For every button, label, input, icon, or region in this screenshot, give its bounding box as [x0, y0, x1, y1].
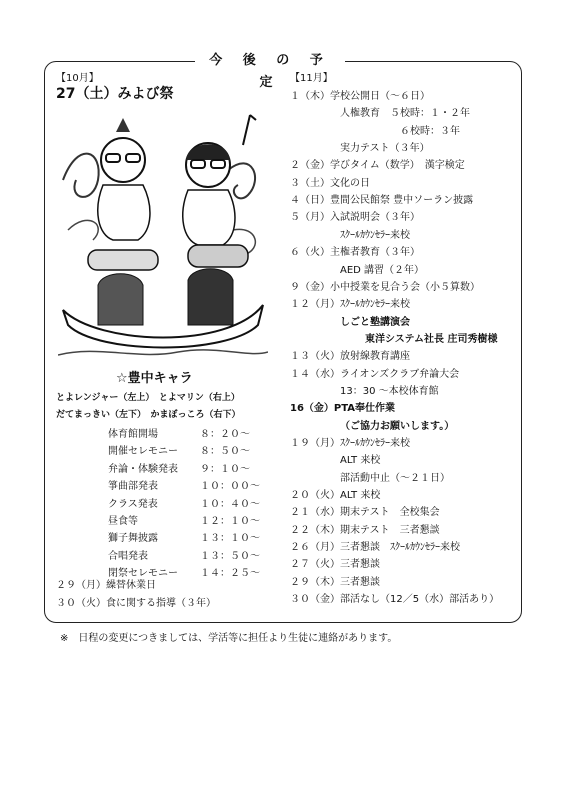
november-line: ２２（木）期末テスト 三者懇談	[290, 524, 440, 536]
program-item-time: ８：５０～	[200, 446, 250, 458]
november-line: １２（月）ｽｸｰﾙｶｳﾝｾﾗｰ来校	[290, 299, 410, 311]
program-item-time: １３：１０～	[200, 533, 260, 545]
chara-line-2: だてまっきい（左下） かまぼっころ（右下）	[56, 410, 241, 420]
november-heading: 【11月】	[290, 73, 333, 84]
mascot-boat-illustration	[58, 110, 268, 365]
program-item-name: 獅子舞披露	[108, 533, 158, 545]
november-line: ２９（木）三者懇談	[290, 576, 380, 588]
program-item-time: １２：１０～	[200, 516, 260, 527]
program-item-name: 閉祭セレモニー	[108, 568, 178, 580]
november-line: １４（水）ライオンズクラブ弁論大会	[290, 368, 460, 380]
november-line: ９（金）小中授業を見合う会（小５算数）	[290, 281, 480, 293]
october-after-1: ３０（火）食に関する指導（３年）	[56, 598, 216, 609]
program-item-name: 開催セレモニー	[108, 446, 178, 458]
november-line: ２１（水）期末テスト 全校集会	[290, 507, 440, 519]
program-item-time: １０：００～	[200, 481, 260, 493]
october-heading: 【10月】	[56, 73, 99, 84]
november-line: ALT 来校	[340, 455, 381, 467]
program-item-name: 箏曲部発表	[108, 481, 158, 493]
footnote: ※ 日程の変更につきましては、学活等に担任より生徒に連絡があります。	[60, 633, 398, 644]
program-item-time: １３：５０～	[200, 550, 260, 562]
november-line: しごと塾講演会	[340, 316, 410, 328]
october-after-0: ２９（月）繰替休業日	[56, 580, 156, 591]
november-line: ２０（火）ALT 来校	[290, 490, 381, 502]
november-line: ５（月）入試説明会（３年）	[290, 212, 420, 224]
chara-title: ☆豊中キャラ	[116, 371, 193, 386]
november-line: （ご協力お願いします。）	[340, 420, 455, 432]
program-item-name: 体育館開場	[108, 429, 158, 440]
november-line: ６校時：３年	[400, 125, 460, 137]
program-item-time: ８：２０～	[200, 429, 250, 440]
november-line: ３（土）文化の日	[290, 177, 370, 189]
november-line: 実力テスト（３年）	[340, 143, 430, 155]
program-item-name: 合唱発表	[108, 550, 148, 562]
november-line: 13：30 ～本校体育館	[340, 385, 439, 397]
november-line: １９（月）ｽｸｰﾙｶｳﾝｾﾗｰ来校	[290, 438, 410, 449]
november-line: 部活動中止（～２１日）	[340, 472, 450, 484]
program-item-time: ９：１０～	[200, 463, 250, 475]
november-line: ４（日）豊間公民館祭 豊中ソーラン披露	[290, 195, 474, 207]
program-item-time: １０：４０～	[200, 498, 260, 510]
festival-title: 27（土）みよび祭	[56, 86, 174, 102]
november-line: ２（金）学びタイム（数学） 漢字検定	[290, 160, 465, 172]
november-line: AED 講習（２年）	[340, 264, 425, 276]
chara-line-1: とよレンジャー（左上） とよマリン（右上）	[56, 393, 240, 403]
november-line: １３（火）放射線教育講座	[290, 351, 410, 363]
november-line: 16（金）PTA奉仕作業	[290, 403, 396, 415]
program-item-name: クラス発表	[108, 498, 158, 510]
page-title: 今 後 の 予 定	[195, 50, 345, 72]
november-line: ６（火）主権者教育（３年）	[290, 247, 420, 259]
november-line: 東洋システム社長 庄司秀樹様	[365, 333, 498, 345]
november-line: ２７（火）三者懇談	[290, 559, 380, 571]
november-line: ３０（金）部活なし（12／5（水）部活あり）	[290, 594, 500, 606]
program-item-name: 昼食等	[108, 516, 138, 527]
november-line: ｽｸｰﾙｶｳﾝｾﾗｰ来校	[340, 229, 410, 241]
november-line: ２６（月）三者懇談 ｽｸｰﾙｶｳﾝｾﾗｰ来校	[290, 542, 460, 554]
program-item-time: １４：２５～	[200, 568, 260, 580]
november-line: 人権教育 ５校時：１・２年	[340, 108, 470, 120]
program-item-name: 弁論・体験発表	[108, 463, 178, 475]
november-line: １（木）学校公開日（～６日）	[290, 91, 430, 102]
